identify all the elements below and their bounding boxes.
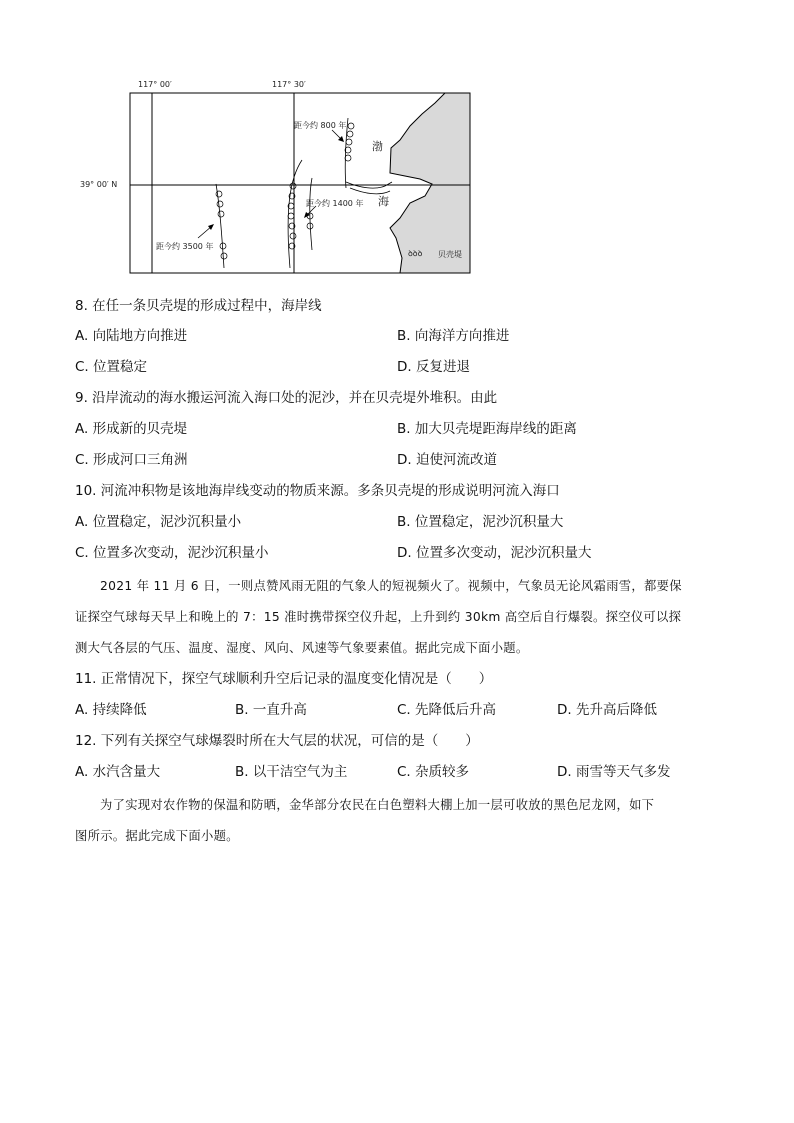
question-12-option-c[interactable]: C. 杂质较多 [397, 764, 470, 780]
question-8-stem: 8. 在任一条贝壳堤的形成过程中，海岸线 [75, 298, 322, 314]
question-9-option-a[interactable]: A. 形成新的贝壳堤 [75, 421, 188, 437]
question-11-option-a[interactable]: A. 持续降低 [75, 702, 147, 718]
question-8-option-a[interactable]: A. 向陆地方向推进 [75, 328, 188, 344]
age-1400-label: 距今约 1400 年 [306, 199, 364, 208]
question-10-option-c[interactable]: C. 位置多次变动，泥沙沉积量小 [75, 545, 269, 561]
question-11-option-d[interactable]: D. 先升高后降低 [557, 702, 657, 718]
lon-label-117-30: 117° 30′ [272, 80, 306, 89]
question-12-stem: 12. 下列有关探空气球爆裂时所在大气层的状况，可信的是（ ） [75, 733, 479, 749]
question-8-option-d[interactable]: D. 反复进退 [397, 359, 470, 375]
question-11-option-b[interactable]: B. 一直升高 [235, 702, 307, 718]
question-11-option-c[interactable]: C. 先降低后升高 [397, 702, 497, 718]
map-drawing [80, 78, 480, 278]
question-12-option-d[interactable]: D. 雨雪等天气多发 [557, 764, 671, 780]
question-10-option-b[interactable]: B. 位置稳定，泥沙沉积量大 [397, 514, 564, 530]
question-12-option-a[interactable]: A. 水汽含量大 [75, 764, 161, 780]
question-10-option-a[interactable]: A. 位置稳定，泥沙沉积量小 [75, 514, 242, 530]
passage-2-line-2: 图所示。据此完成下面小题。 [75, 829, 239, 843]
lon-label-117-00: 117° 00′ [138, 80, 172, 89]
legend-shell-ridge-icon: ꝺꝺꝺ [408, 249, 423, 258]
question-9-stem: 9. 沿岸流动的海水搬运河流入海口处的泥沙，并在贝壳堤外堆积。由此 [75, 390, 498, 406]
question-8-option-b[interactable]: B. 向海洋方向推进 [397, 328, 510, 344]
sea-char-bo: 渤 [372, 140, 383, 153]
age-800-label: 距今约 800 年 [294, 121, 347, 130]
passage-1-line-2: 证探空气球每天早上和晚上的 7：15 准时携带探空仪升起，上升到约 30km 高空后自行爆裂。探空仪可以探 [75, 610, 682, 624]
coastline-map-figure [80, 78, 480, 278]
age-3500-label: 距今约 3500 年 [156, 242, 214, 251]
lat-label-39-00: 39° 00′ N [80, 180, 118, 189]
question-12-option-b[interactable]: B. 以干洁空气为主 [235, 764, 348, 780]
passage-1-line-1: 2021 年 11 月 6 日，一则点赞风雨无阻的气象人的短视频火了。视频中，气象员无论风霜雨雪，都要保 [100, 579, 682, 593]
question-9-option-d[interactable]: D. 迫使河流改道 [397, 452, 497, 468]
question-9-option-c[interactable]: C. 形成河口三角洲 [75, 452, 188, 468]
question-11-stem: 11. 正常情况下，探空气球顺利升空后记录的温度变化情况是（ ） [75, 671, 493, 687]
legend-label: 贝壳堤 [438, 250, 462, 259]
passage-1-line-3: 测大气各层的气压、温度、湿度、风向、风速等气象要素值。据此完成下面小题。 [75, 641, 529, 655]
question-8-option-c[interactable]: C. 位置稳定 [75, 359, 148, 375]
question-10-option-d[interactable]: D. 位置多次变动，泥沙沉积量大 [397, 545, 592, 561]
sea-char-hai: 海 [378, 195, 389, 208]
question-10-stem: 10. 河流冲积物是该地海岸线变动的物质来源。多条贝壳堤的形成说明河流入海口 [75, 483, 560, 499]
passage-2-line-1: 为了实现对农作物的保温和防晒，金华部分农民在白色塑料大棚上加一层可收放的黑色尼龙网，如下 [100, 798, 655, 812]
question-9-option-b[interactable]: B. 加大贝壳堤距海岸线的距离 [397, 421, 577, 437]
